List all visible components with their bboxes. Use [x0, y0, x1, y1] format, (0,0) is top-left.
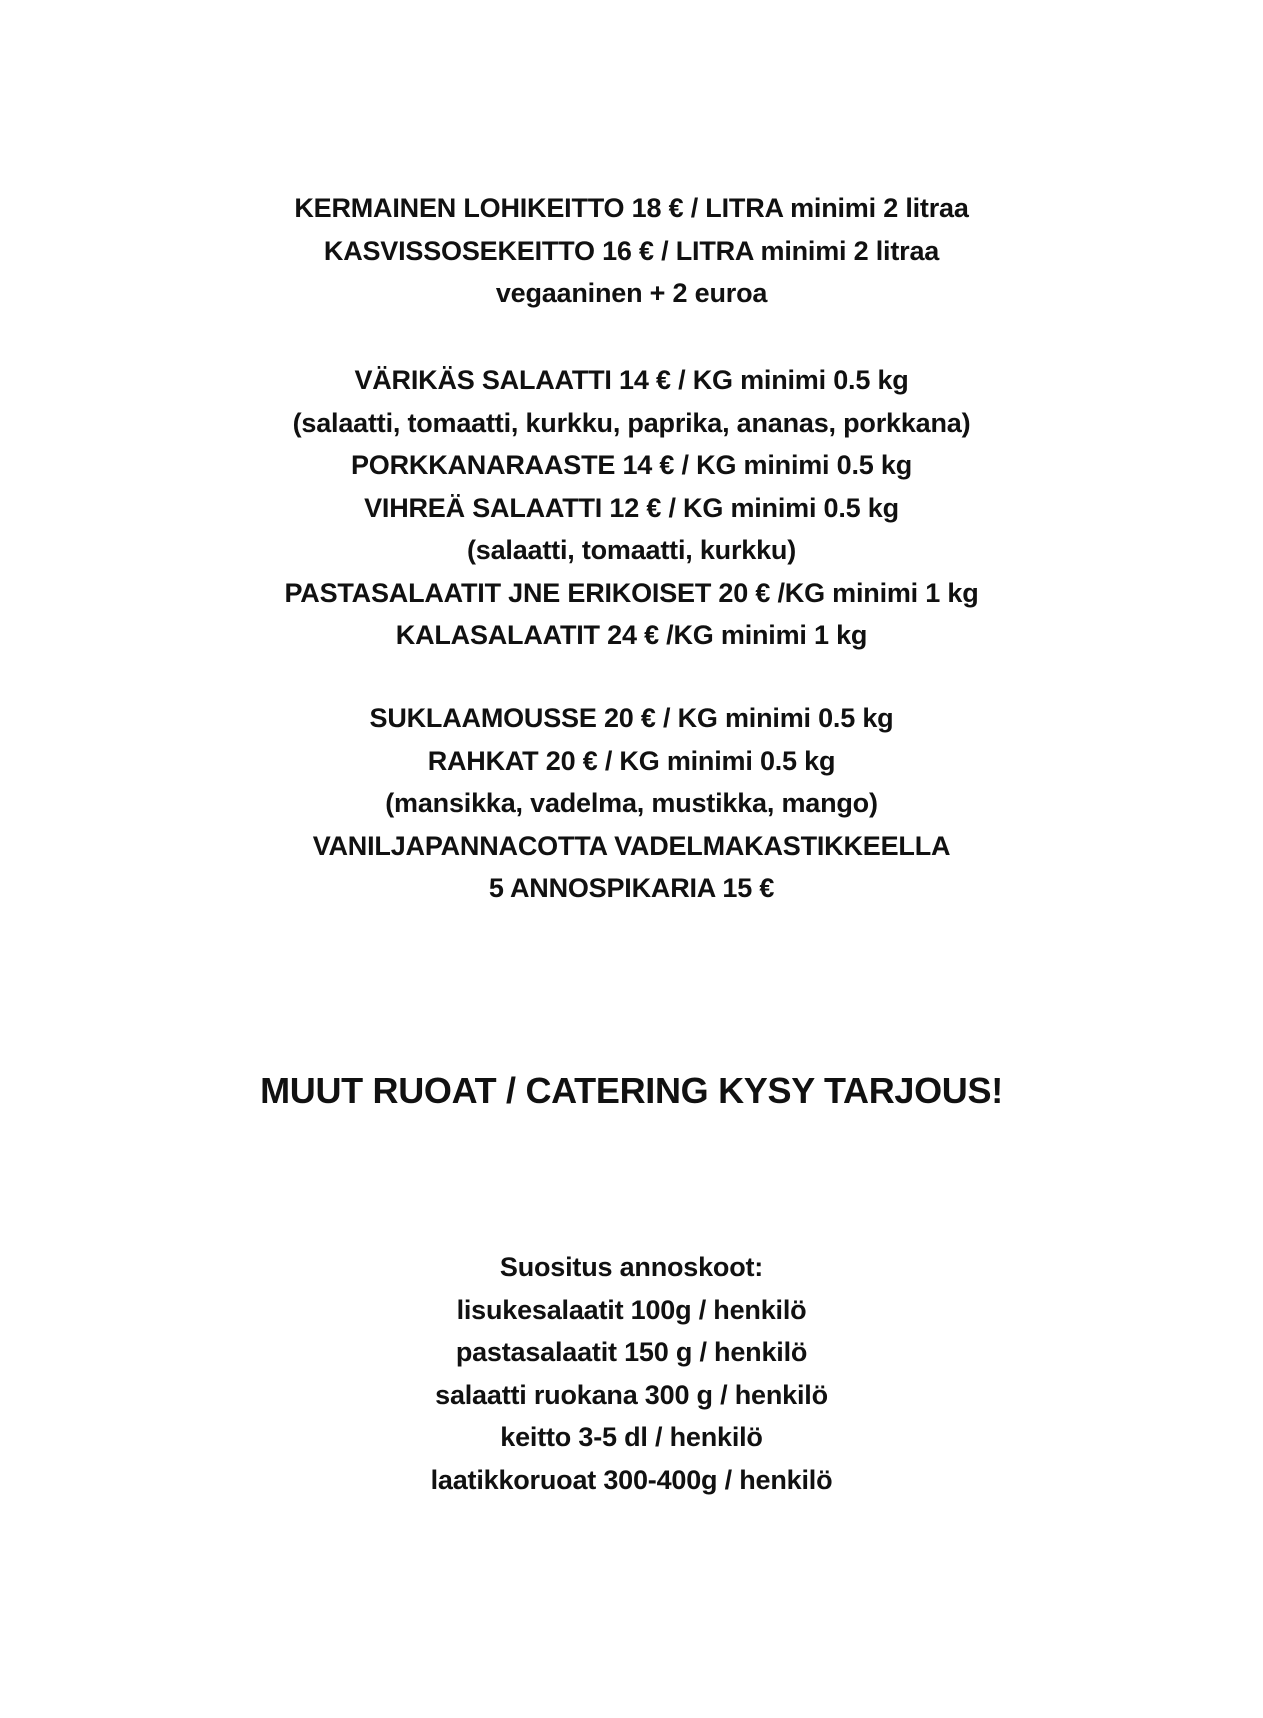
portion-line-side-salads: lisukesalaatit 100g / henkilö [456, 1294, 807, 1325]
catering-section [0, 1066, 1263, 1116]
menu-line-fish-salads: KALASALAATIT 24 € /KG minimi 1 kg [395, 620, 868, 650]
menu-line-pasta-salads: PASTASALAATIT JNE ERIKOISET 20 € /KG minimi 1 kg [284, 577, 979, 608]
menu-line-green-salad: VIHREÄ SALAATTI 12 € / KG minimi 0.5 kg [364, 492, 899, 523]
menu-line-colorful-salad: VÄRIKÄS SALAATTI 14 € / KG minimi 0.5 kg [354, 365, 909, 395]
salads-section [0, 359, 1263, 657]
menu-line-chocolate-mousse: SUKLAAMOUSSE 20 € / KG minimi 0.5 kg [369, 703, 894, 733]
menu-line-green-salad-ingredients: (salaatti, tomaatti, kurkku) [467, 535, 796, 565]
menu-line-quark-flavors: (mansikka, vadelma, mustikka, mango) [385, 788, 878, 818]
menu-line-vegetable-soup: KASVISSOSEKEITTO 16 € / LITRA minimi 2 litraa [323, 235, 940, 266]
soups-section [0, 187, 1263, 315]
portion-line-soup: keitto 3-5 dl / henkilö [500, 1422, 763, 1452]
menu-line-pannacotta-price: 5 ANNOSPIKARIA 15 € [488, 873, 775, 903]
portion-sizes-section [0, 1246, 1263, 1501]
desserts-section [0, 697, 1263, 910]
portion-line-pasta-salads: pastasalaatit 150 g / henkilö [455, 1337, 808, 1367]
menu-line-colorful-salad-ingredients: (salaatti, tomaatti, kurkku, paprika, ananas, porkkana) [292, 407, 971, 438]
portion-line-casseroles: laatikkoruoat 300-400g / henkilö [430, 1464, 833, 1495]
portion-line-salad-as-meal: salaatti ruokana 300 g / henkilö [435, 1379, 828, 1410]
menu-line-grated-carrot: PORKKANARAASTE 14 € / KG minimi 0.5 kg [350, 450, 913, 480]
catering-headline: MUUT RUOAT / CATERING KYSY TARJOUS! [260, 1070, 1003, 1111]
menu-line-pannacotta: VANILJAPANNACOTTA VADELMAKASTIKKEELLA [312, 830, 951, 861]
menu-line-quark: RAHKAT 20 € / KG minimi 0.5 kg [427, 745, 836, 776]
menu-line-salmon-soup: KERMAINEN LOHIKEITTO 18 € / LITRA minimi 2 litraa [294, 193, 969, 223]
menu-line-vegan-note: vegaaninen + 2 euroa [495, 278, 768, 308]
portion-sizes-title: Suositus annoskoot: [499, 1252, 764, 1282]
